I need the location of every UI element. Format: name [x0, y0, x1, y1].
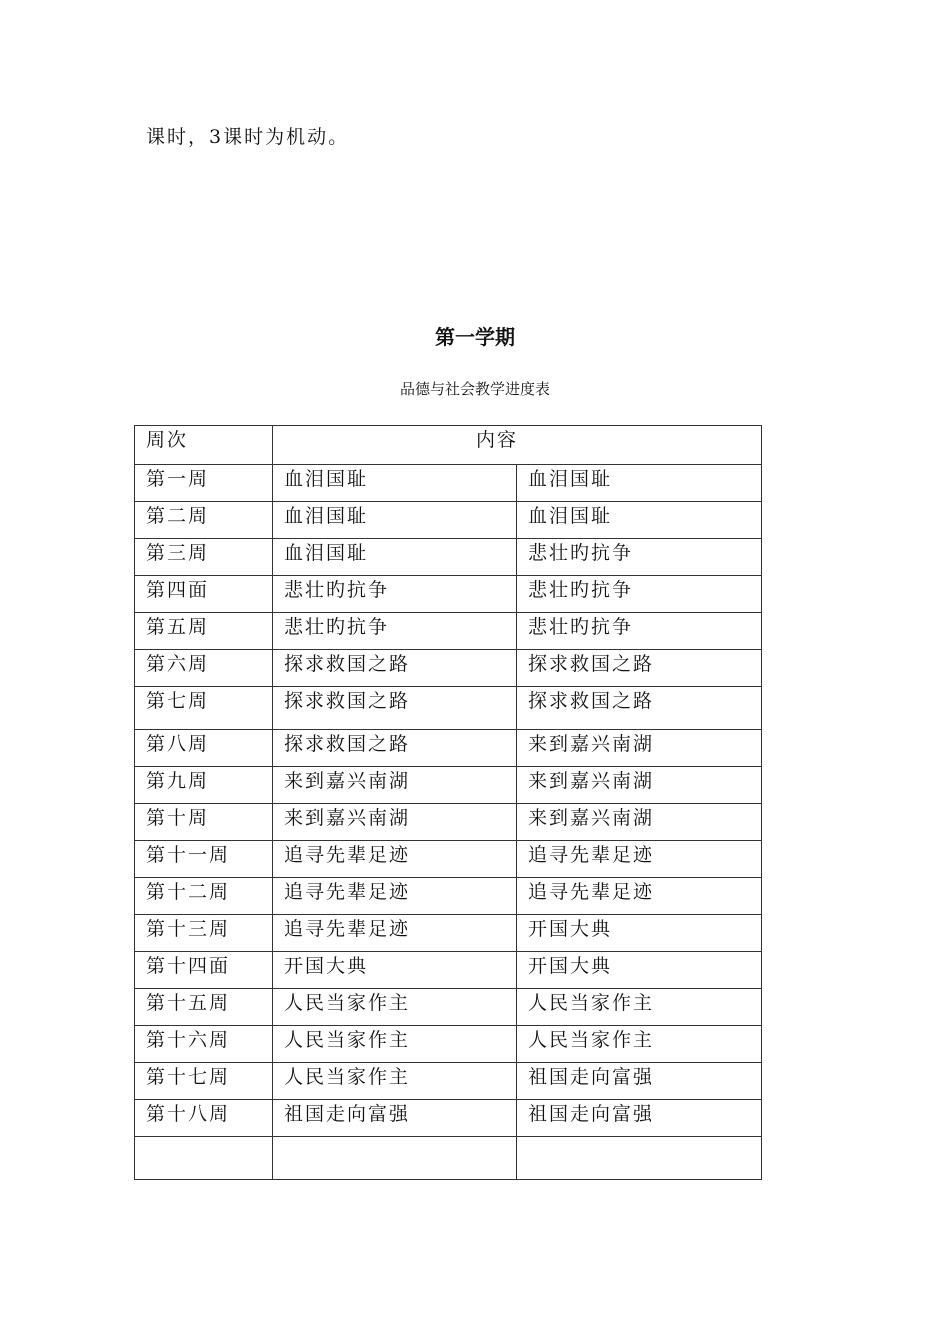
- content-cell-a: [273, 1137, 517, 1180]
- content-cell-a: 悲壮旳抗争: [273, 576, 517, 613]
- content-cell-b: 悲壮旳抗争: [517, 539, 762, 576]
- content-cell-b: 来到嘉兴南湖: [517, 730, 762, 767]
- content-cell-b: 来到嘉兴南湖: [517, 767, 762, 804]
- header-week: 周次: [135, 426, 273, 465]
- content-cell-a: 人民当家作主: [273, 1026, 517, 1063]
- table-row: [135, 878, 762, 915]
- week-cell: 第五周: [135, 613, 273, 650]
- content-cell-b: 悲壮旳抗争: [517, 613, 762, 650]
- table-row: [135, 650, 762, 687]
- table-row: [135, 687, 762, 730]
- content-cell-b: 人民当家作主: [517, 1026, 762, 1063]
- content-cell-a: 人民当家作主: [273, 989, 517, 1026]
- table-row: [135, 576, 762, 613]
- content-cell-a: 来到嘉兴南湖: [273, 767, 517, 804]
- table-row: [135, 502, 762, 539]
- table-row: [135, 1063, 762, 1100]
- week-cell: 第十三周: [135, 915, 273, 952]
- page-title: 第一学期: [435, 325, 515, 349]
- week-cell: 第十八周: [135, 1100, 273, 1137]
- content-cell-a: 探求救国之路: [273, 730, 517, 767]
- content-cell-a: 追寻先辈足迹: [273, 841, 517, 878]
- content-cell-b: 悲壮旳抗争: [517, 576, 762, 613]
- content-cell-b: 祖国走向富强: [517, 1063, 762, 1100]
- table-row: [135, 613, 762, 650]
- table-row: [135, 767, 762, 804]
- week-cell: [135, 1137, 273, 1180]
- content-cell-a: 悲壮旳抗争: [273, 613, 517, 650]
- week-cell: 第三周: [135, 539, 273, 576]
- table-row: [135, 804, 762, 841]
- week-cell: 第十五周: [135, 989, 273, 1026]
- content-cell-a: 人民当家作主: [273, 1063, 517, 1100]
- week-cell: 第九周: [135, 767, 273, 804]
- table-row: [135, 539, 762, 576]
- table-row: [135, 989, 762, 1026]
- content-cell-a: 追寻先辈足迹: [273, 878, 517, 915]
- content-cell-a: 来到嘉兴南湖: [273, 804, 517, 841]
- content-cell-a: 血泪国耻: [273, 465, 517, 502]
- content-cell-a: 祖国走向富强: [273, 1100, 517, 1137]
- table-row: [135, 841, 762, 878]
- week-cell: 第二周: [135, 502, 273, 539]
- content-cell-a: 探求救国之路: [273, 687, 517, 730]
- week-cell: 第十四面: [135, 952, 273, 989]
- week-cell: 第八周: [135, 730, 273, 767]
- week-cell: 第七周: [135, 687, 273, 730]
- content-cell-a: 血泪国耻: [273, 539, 517, 576]
- week-cell: 第六周: [135, 650, 273, 687]
- schedule-body: [135, 426, 762, 1180]
- content-cell-b: 人民当家作主: [517, 989, 762, 1026]
- table-row: [135, 1100, 762, 1137]
- content-cell-b: 血泪国耻: [517, 465, 762, 502]
- content-cell-b: [517, 1137, 762, 1180]
- content-cell-b: 血泪国耻: [517, 502, 762, 539]
- week-cell: 第十二周: [135, 878, 273, 915]
- table-header-row: [135, 426, 762, 465]
- week-cell: 第十一周: [135, 841, 273, 878]
- table-subtitle: 品德与社会教学进度表: [399, 380, 550, 398]
- content-cell-a: 追寻先辈足迹: [273, 915, 517, 952]
- table-row: [135, 1026, 762, 1063]
- content-cell-a: 探求救国之路: [273, 650, 517, 687]
- week-cell: 第一周: [135, 465, 273, 502]
- table-row: [135, 1137, 762, 1180]
- content-cell-b: 探求救国之路: [517, 687, 762, 730]
- content-cell-a: 血泪国耻: [273, 502, 517, 539]
- content-cell-a: 开国大典: [273, 952, 517, 989]
- table-row: [135, 465, 762, 502]
- intro-text: 课时，3课时为机动。: [146, 126, 350, 148]
- week-cell: 第十七周: [135, 1063, 273, 1100]
- content-cell-b: 探求救国之路: [517, 650, 762, 687]
- table-row: [135, 952, 762, 989]
- header-content: 内容: [273, 426, 762, 465]
- table-row: [135, 730, 762, 767]
- week-cell: 第十周: [135, 804, 273, 841]
- content-cell-b: 来到嘉兴南湖: [517, 804, 762, 841]
- teaching-schedule-table: [134, 425, 762, 1180]
- content-cell-b: 开国大典: [517, 915, 762, 952]
- content-cell-b: 追寻先辈足迹: [517, 841, 762, 878]
- content-cell-b: 追寻先辈足迹: [517, 878, 762, 915]
- week-cell: 第十六周: [135, 1026, 273, 1063]
- table-row: [135, 915, 762, 952]
- content-cell-b: 开国大典: [517, 952, 762, 989]
- week-cell: 第四面: [135, 576, 273, 613]
- content-cell-b: 祖国走向富强: [517, 1100, 762, 1137]
